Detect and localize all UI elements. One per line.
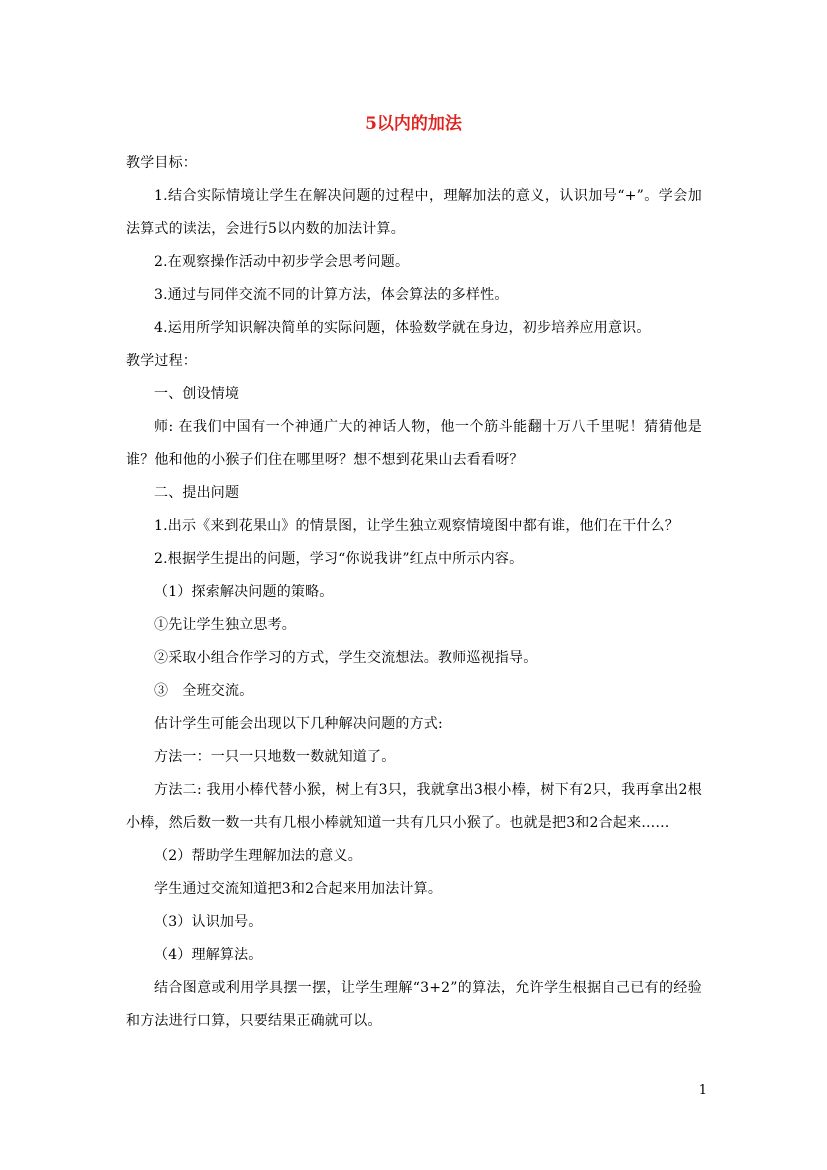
page-number: 1	[698, 1083, 707, 1098]
goal-item: 3.通过与同伴交流不同的计算方法，体会算法的多样性。	[154, 287, 509, 303]
goal-item: 4.运用所学知识解决简单的实际问题，体验数学就在身边，初步培养应用意识。	[154, 320, 651, 336]
goal-item: 2.在观察操作活动中初步学会思考问题。	[154, 254, 410, 270]
part1-heading: 一、创设情境	[154, 386, 240, 402]
meaning-text: 学生通过交流知道把3和2合起来用加法计算。	[154, 881, 443, 897]
strategy-step: ②采取小组合作学习的方式，学生交流想法。教师巡视指导。	[154, 650, 538, 666]
sign-heading: （3）认识加号。	[154, 914, 263, 930]
goal-item: 1.结合实际情境让学生在解决问题的过程中，理解加法的意义，认识加号“+”。学会加法算式的读法，会进行5以内数的加法计算。	[126, 188, 702, 237]
part2-item: 2.根据学生提出的问题，学习“你说我讲”红点中所示内容。	[154, 551, 524, 567]
process-heading: 教学过程：	[126, 353, 197, 369]
strategy-step: ①先让学生独立思考。	[154, 617, 296, 633]
estimate-text: 估计学生可能会出现以下几种解决问题的方式:	[154, 716, 443, 732]
meaning-heading: （2）帮助学生理解加法的意义。	[154, 848, 362, 864]
document-title: 5以内的加法	[365, 114, 462, 134]
strategy-heading: （1）探索解决问题的策略。	[154, 584, 334, 600]
method-one: 方法一：一只一只地数一数就知道了。	[154, 749, 396, 765]
algo-heading: （4）理解算法。	[154, 947, 263, 963]
part2-heading: 二、提出问题	[154, 485, 240, 501]
document-body	[126, 147, 702, 1038]
goals-heading: 教学目标：	[126, 155, 197, 171]
algo-text: 结合图意或利用学具摆一摆，让学生理解“3+2”的算法，允许学生根据自己已有的经验和方法进行口算，只要结果正确就可以。	[126, 980, 702, 1029]
strategy-step: ③ 全班交流。	[154, 683, 254, 699]
part2-item: 1.出示《来到花果山》的情景图，让学生独立观察情境图中都有谁，他们在干什么？	[154, 518, 679, 534]
part1-text: 师: 在我们中国有一个神通广大的神话人物，他一个筋斗能翻十万八千里呢！猜猜他是谁？他和他的小猴子们住在哪里呀？想不想到花果山去看看呀？	[126, 419, 702, 468]
method-two: 方法二: 我用小棒代替小猴，树上有3只，我就拿出3根小棒，树下有2只，我再拿出2根小棒，然后数一数一共有几根小棒就知道一共有几只小猴了。也就是把3和2合起来……	[126, 782, 702, 831]
